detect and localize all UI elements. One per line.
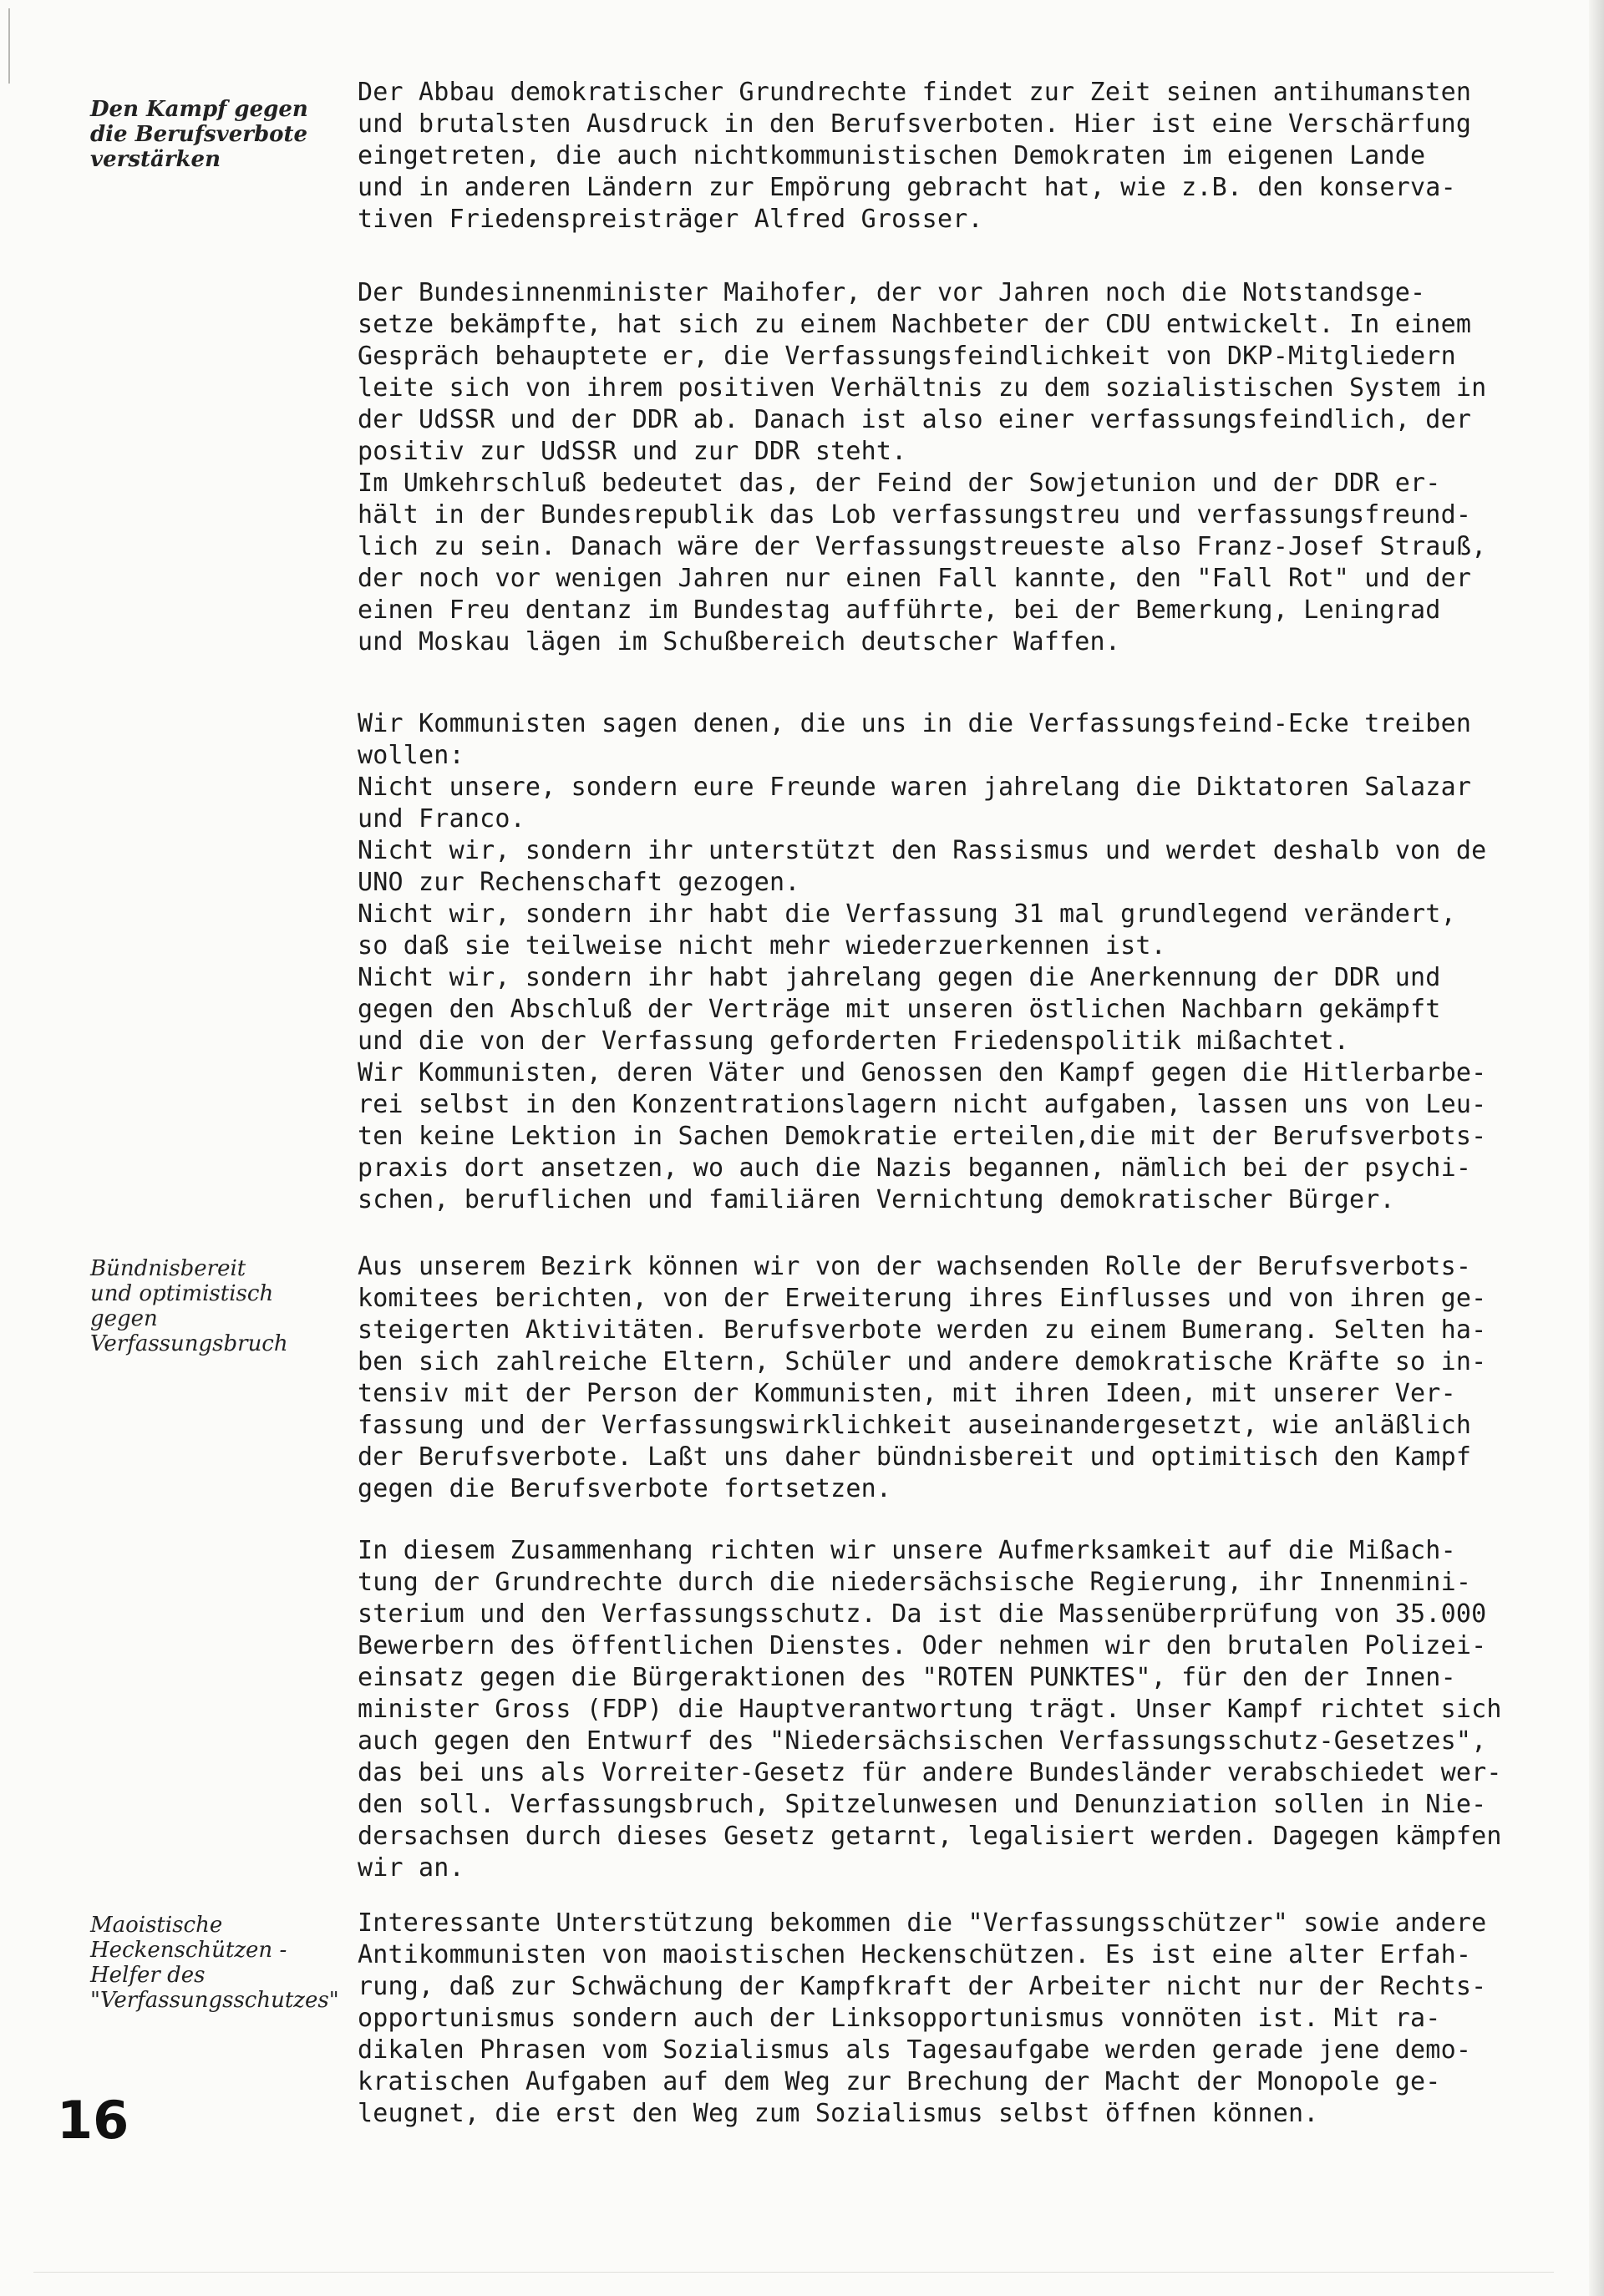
page-edge-shadow	[1589, 0, 1604, 2296]
body-column	[358, 1908, 1544, 2130]
binding-mark	[8, 8, 10, 84]
paragraph: Interessante Unterstützung bekommen die "Verfassungsschützer" sowie andere Antikommunisten von maoistischen Heckenschützen. Es ist eine alter Erfah- rung, daß zur Schwächung der Kampfkraft der Arbeiter nicht nur der Rechts- opportunismus sondern auch der Linksopportunismus vonnöten ist. Mit ra- dikalen Phrasen vom Sozialismus als Tagesaufgabe werden gerade jene demo- kratischen Aufgaben auf dem Weg zur Brechung der Macht der Monopole ge- leugnet, die erst den Weg zum Sozialismus selbst öffnen können.	[358, 1908, 1487, 2128]
sidehead-maoistische-heckenschuetzen: Maoistische Heckenschützen - Helfer des "Verfassungsschutzes"	[90, 1913, 339, 2013]
paragraph: In diesem Zusammenhang richten wir unsere Aufmerksamkeit auf die Mißach- tung der Grundrechte durch die niedersächsische Regierung, ihr Innenmini- sterium und den Verfassungsschutz. Da ist die Massenüberprüfung von 35.000 Bewerbern des öffentlichen Dienstes. Oder nehmen wir den brutalen Polizei- einsatz gegen die Bürgeraktionen des "ROTEN PUNKTES", für den der Innen- minister Gross (FDP) die Hauptverantwortung trägt. Unser Kampf richtet sich auch gegen den Entwurf des "Niedersächsischen Verfassungsschutz-Gesetzes", das bei uns als Vorreiter-Gesetz für andere Bundesländer verabschiedet wer- den soll. Verfassungsbruch, Spitzelunwesen und Denunziation sollen in Nie- dersachsen durch dieses Gesetz getarnt, legalisiert werden. Dagegen kämpfen wir an.	[358, 1536, 1502, 1883]
paragraph: Der Bundesinnenminister Maihofer, der vor Jahren noch die Notstandsge- setze bekämpfte, hat sich zu einem Nachbeter der CDU entwickelt. In einem Gespräch behauptete er, die Verfassungsfeindlichkeit von DKP-Mitgliedern leite sich von ihrem positiven Verhältnis zu dem sozialistischen System in der UdSSR und der DDR ab. Danach ist also einer verfassungsfeindlich, der positiv zur UdSSR und zur DDR steht. Im Umkehrschluß bedeutet das, der Feind der Sowjetunion und der DDR er- hält in der Bundesrepublik das Lob verfassungstreu und verfassungsfreund- lich zu sein. Danach wäre der Verfassungstreueste also Franz-Josef Strauß, der noch vor wenigen Jahren nur einen Fall kannte, den "Fall Rot" und der einen Freu dentanz im Bundestag aufführte, bei der Bemerkung, Leningrad und Moskau lägen im Schußbereich deutscher Waffen.	[358, 278, 1487, 656]
body-column	[358, 77, 1544, 236]
paragraph: Aus unserem Bezirk können wir von der wachsenden Rolle der Berufsverbots- komitees berichten, von der Erweiterung ihres Einflusses und von ihren ge- steigerten Aktivitäten. Berufsverbote werden zu einem Bumerang. Selten ha- ben sich zahlreiche Eltern, Schüler und andere demokratische Kräfte so in- tensiv mit der Person der Kommunisten, mit ihren Ideen, mit unserer Ver- fassung und der Verfassungswirklichkeit auseinandergesetzt, wie anläßlich der Berufsverbote. Laßt uns daher bündnisbereit und optimitisch den Kampf gegen die Berufsverbote fortsetzen.	[358, 1252, 1487, 1503]
bottom-edge-line	[33, 2272, 1554, 2273]
body-column	[358, 1251, 1544, 1505]
sidehead-kampf-berufsverbote: Den Kampf gegen die Berufsverbote verstärken	[90, 97, 308, 172]
sidehead-buendnisbereit: Bündnisbereit und optimistisch gegen Verfassungsbruch	[90, 1256, 288, 1356]
body-column	[358, 1535, 1544, 1884]
body-column	[358, 708, 1544, 1216]
body-column	[358, 277, 1544, 658]
paragraph: Der Abbau demokratischer Grundrechte findet zur Zeit seinen antihumansten und brutalsten Ausdruck in den Berufsverboten. Hier ist eine Verschärfung eingetreten, die auch nichtkommunistischen Demokraten im eigenen Lande und in anderen Ländern zur Empörung gebracht hat, wie z.B. den konserva- tiven Friedenspreisträger Alfred Grosser.	[358, 78, 1472, 234]
page-number: 16	[57, 2090, 129, 2151]
paragraph: Wir Kommunisten sagen denen, die uns in die Verfassungsfeind-Ecke treiben wollen: Nicht unsere, sondern eure Freunde waren jahrelang die Diktatoren Salazar und Franco. Nicht wir, sondern ihr unterstützt den Rassismus und werdet deshalb von de UNO zur Rechenschaft gezogen. Nicht wir, sondern ihr habt die Verfassung 31 mal grundlegend verändert, so daß sie teilweise nicht mehr wiederzuerkennen ist. Nicht wir, sondern ihr habt jahrelang gegen die Anerkennung der DDR und gegen den Abschluß der Verträge mit unseren östlichen Nachbarn gekämpft und die von der Verfassung geforderten Friedenspolitik mißachtet. Wir Kommunisten, deren Väter und Genossen den Kampf gegen die Hitlerbarbe- rei selbst in den Konzentrationslagern nicht aufgaben, lassen uns von Leu- ten keine Lektion in Sachen Demokratie erteilen,die mit der Berufsverbots- praxis dort ansetzen, wo auch die Nazis begannen, nämlich bei der psychi- schen, beruflichen und familiären Vernichtung demokratischer Bürger.	[358, 709, 1487, 1214]
